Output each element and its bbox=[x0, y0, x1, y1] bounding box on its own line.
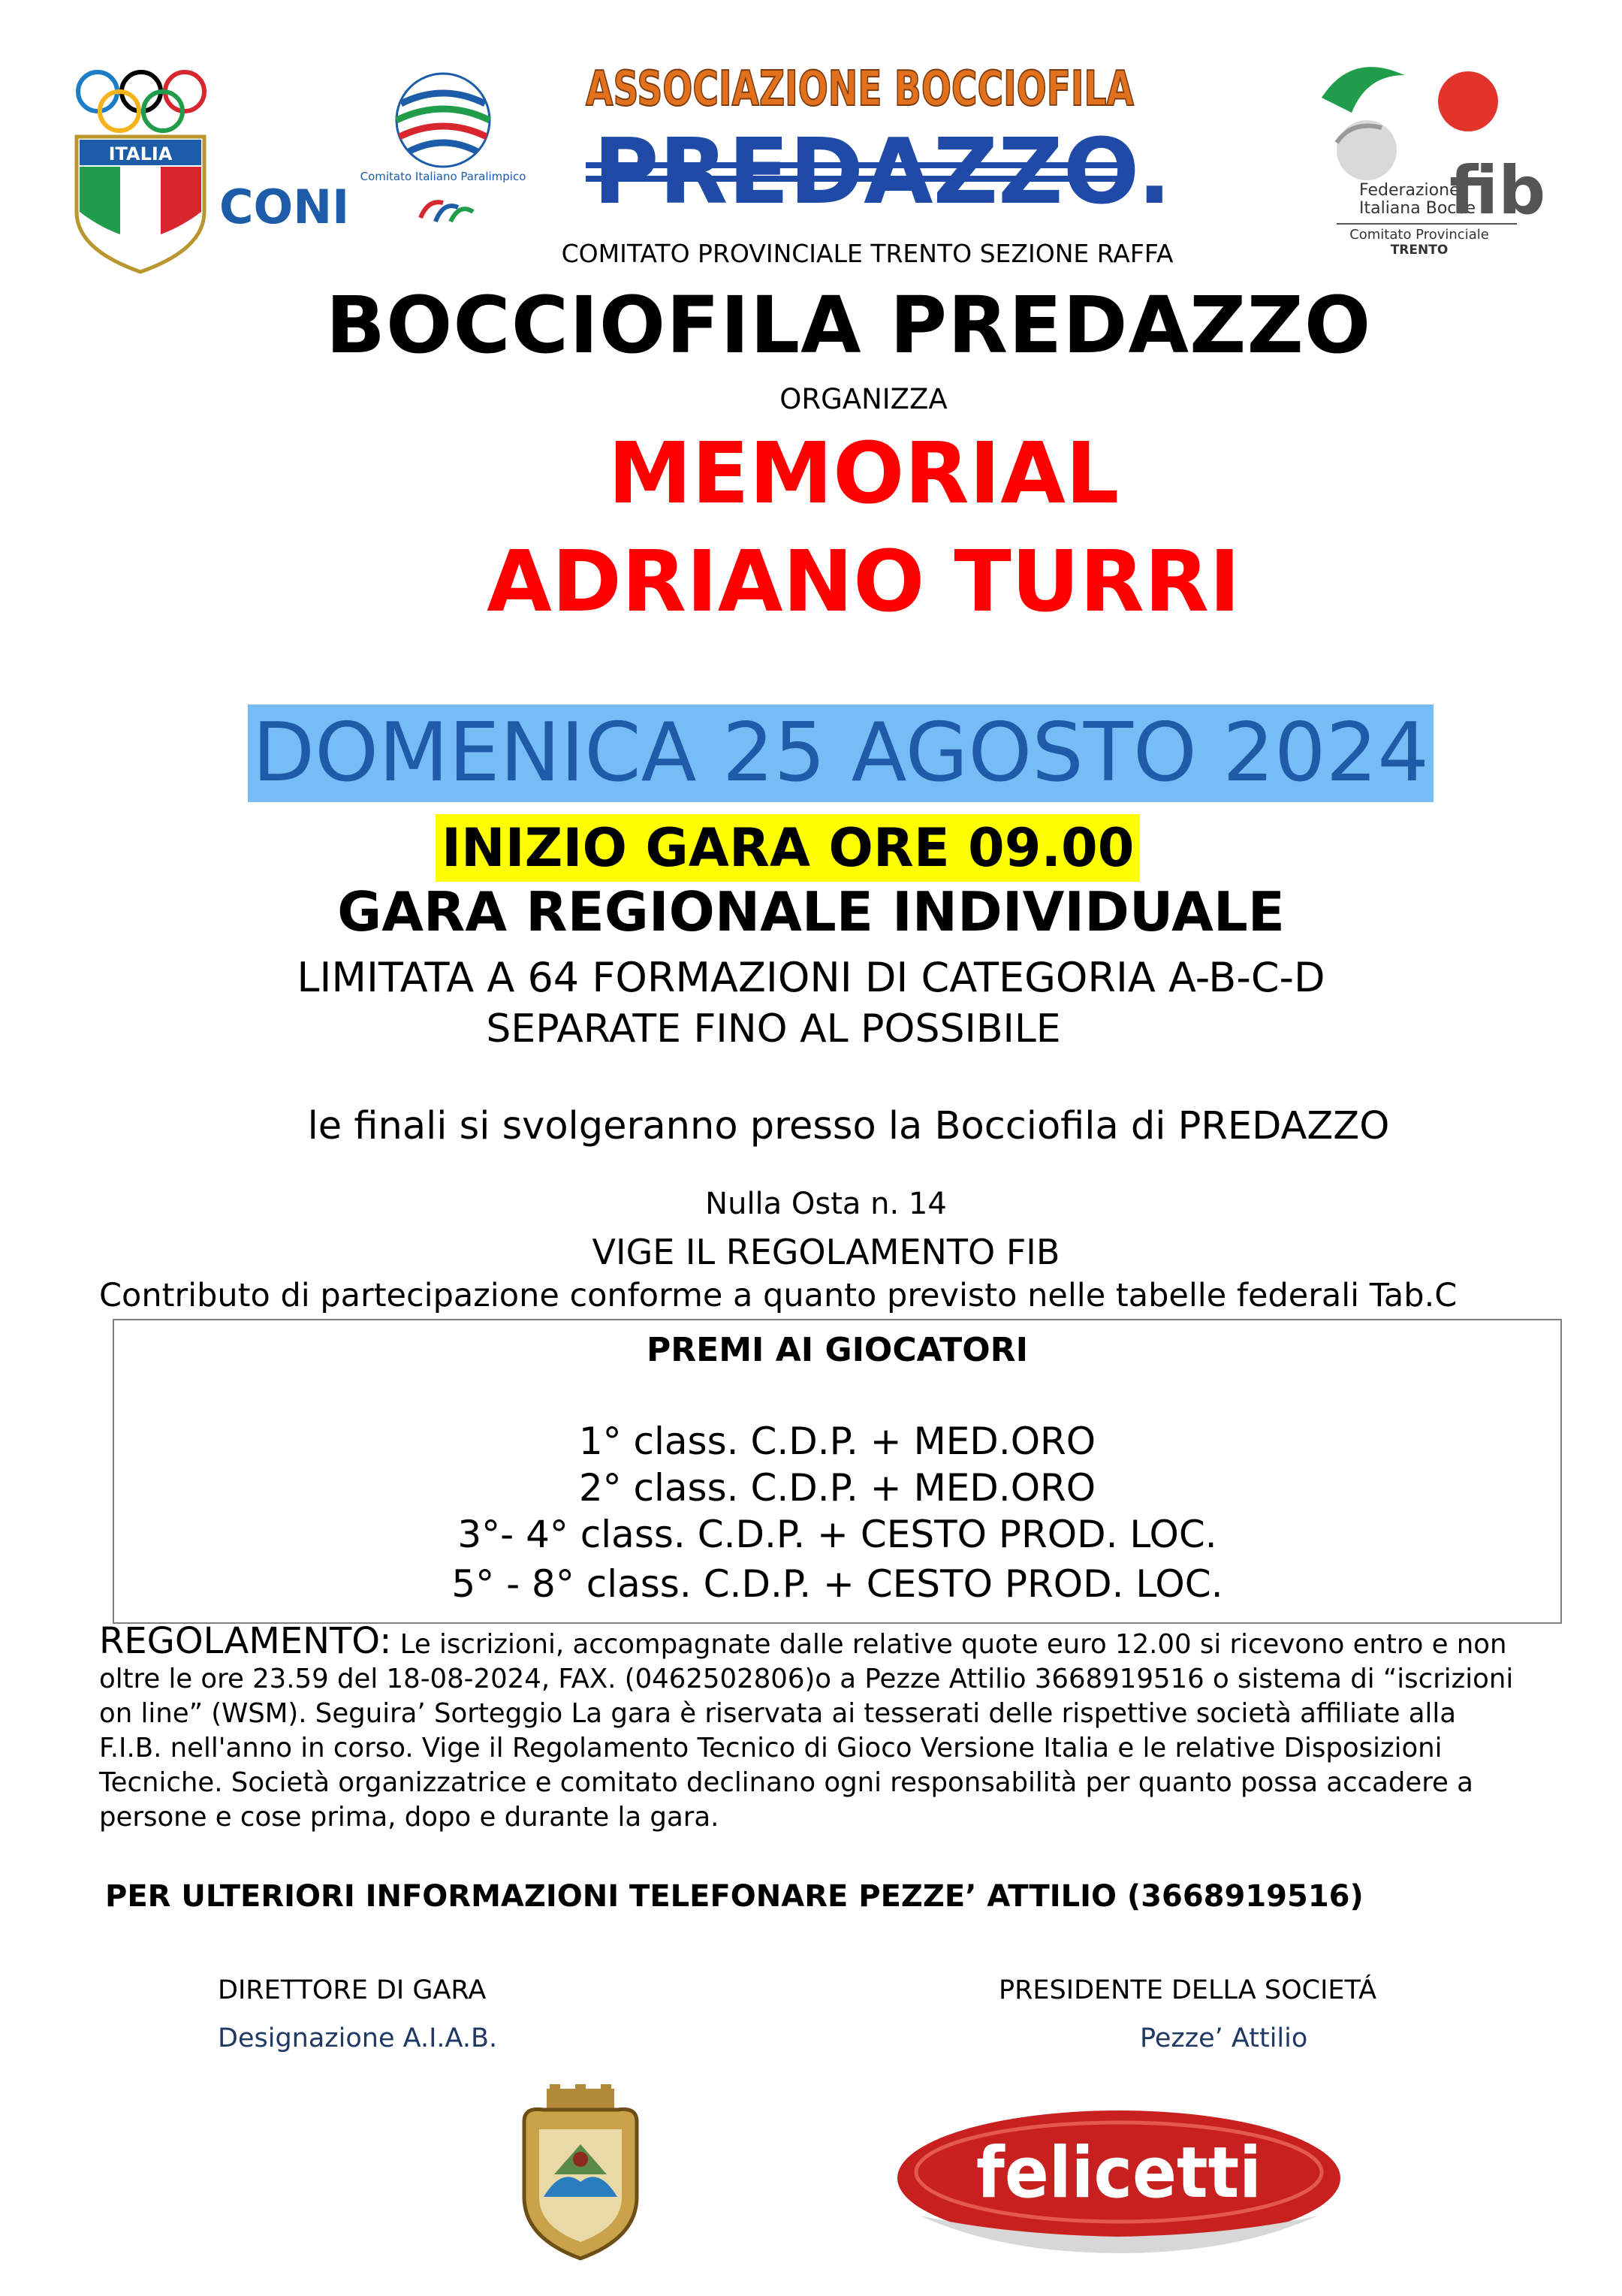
event-date: DOMENICA 25 AGOSTO 2024 bbox=[248, 704, 1434, 802]
association-logo bbox=[571, 45, 1186, 225]
prize-item: 1° class. C.D.P. + MED.ORO bbox=[578, 1420, 1096, 1463]
prize-item: 2° class. C.D.P. + MED.ORO bbox=[578, 1466, 1096, 1510]
svg-text:Comitato Italiano Paralimpico: Comitato Italiano Paralimpico bbox=[360, 170, 526, 183]
cip-sphere-icon bbox=[396, 74, 490, 167]
president-label: PRESIDENTE DELLA SOCIETÁ bbox=[999, 1975, 1377, 2005]
olympic-rings-icon bbox=[78, 72, 204, 131]
regulation-paragraph bbox=[99, 1620, 1526, 1835]
coni-logo bbox=[69, 62, 350, 272]
cip-logo bbox=[353, 68, 541, 240]
committee-line: COMITATO PROVINCIALE TRENTO SEZIONE RAFFA bbox=[561, 239, 1174, 268]
svg-text:Comitato Provinciale: Comitato Provinciale bbox=[1349, 227, 1489, 243]
event-date-container bbox=[248, 704, 1434, 802]
fib-rules-note: VIGE IL REGOLAMENTO FIB bbox=[592, 1232, 1060, 1272]
start-time-container bbox=[436, 814, 1140, 882]
finals-location: le finali si svolgeranno presso la Bocciofila di PREDAZZO bbox=[307, 1104, 1390, 1148]
prize-item: 5° - 8° class. C.D.P. + CESTO PROD. LOC. bbox=[451, 1562, 1223, 1606]
competition-type: GARA REGIONALE INDIVIDUALE bbox=[337, 880, 1285, 943]
agitos-icon bbox=[421, 202, 473, 222]
director-value: Designazione A.I.A.B. bbox=[218, 2023, 498, 2053]
club-title: BOCCIOFILA PREDAZZO bbox=[325, 279, 1372, 371]
svg-text:PREDAZZO.: PREDAZZO. bbox=[593, 120, 1171, 225]
svg-text:TRENTO: TRENTO bbox=[1390, 243, 1449, 258]
contact-info: PER ULTERIORI INFORMAZIONI TELEFONARE PEZZE’ ATTILIO (3668919516) bbox=[105, 1879, 1364, 1914]
start-time: INIZIO GARA ORE 09.00 bbox=[436, 814, 1140, 882]
contribution-note: Contributo di partecipazione conforme a quanto previsto nelle tabelle federali Tab.C bbox=[99, 1277, 1458, 1314]
svg-text:fib: fib bbox=[1449, 152, 1546, 229]
svg-text:ITALIA: ITALIA bbox=[108, 143, 173, 164]
president-value: Pezze’ Attilio bbox=[1140, 2023, 1308, 2053]
prize-item: 3°- 4° class. C.D.P. + CESTO PROD. LOC. bbox=[457, 1513, 1217, 1556]
municipal-crest-logo bbox=[502, 2084, 659, 2261]
memorial-title-line2: ADRIANO TURRI bbox=[487, 533, 1241, 631]
organizes-label: ORGANIZZA bbox=[779, 383, 948, 415]
fib-logo bbox=[1307, 45, 1546, 258]
svg-text:ASSOCIAZIONE BOCCIOFILA: ASSOCIAZIONE BOCCIOFILA bbox=[586, 62, 1135, 117]
limit-line-1: LIMITATA A 64 FORMAZIONI DI CATEGORIA A-B-C-D bbox=[297, 954, 1325, 1001]
felicetti-logo bbox=[890, 2103, 1348, 2261]
director-label: DIRETTORE DI GARA bbox=[218, 1975, 487, 2005]
svg-text:Italiana Bocce: Italiana Bocce bbox=[1359, 199, 1476, 218]
regulation-label: REGOLAMENTO: bbox=[99, 1620, 392, 1662]
svg-text:felicetti: felicetti bbox=[976, 2132, 1262, 2214]
svg-text:CONI: CONI bbox=[219, 180, 350, 234]
prizes-title: PREMI AI GIOCATORI bbox=[647, 1331, 1028, 1369]
crest-icon bbox=[524, 2084, 637, 2258]
limit-line-2: SEPARATE FINO AL POSSIBILE bbox=[486, 1006, 1061, 1051]
regulation-text: Le iscrizioni, accompagnate dalle relative quote euro 12.00 si ricevono entro e non oltre le ore 23.59 del 18-08-2024, FAX. (0462502806)o a Pezze Attilio 3668919516 o sistema di “iscrizioni on line” (WSM). Seguira’ Sorteggio La gara è riservata ai tesserati delle rispettive società affiliate alla F.I.B. nell'anno in corso. Vige il Regolamento Tecnico di Gioco Versione Italia e le relative Disposizioni Tecniche. Società organizzatrice e comitato declinano ogni responsabilità per quanto possa accadere a persone e cose prima, dopo e durante la gara. bbox=[99, 1629, 1514, 1833]
nulla-osta: Nulla Osta n. 14 bbox=[705, 1187, 947, 1221]
svg-text:Federazione: Federazione bbox=[1359, 181, 1460, 200]
memorial-title-line1: MEMORIAL bbox=[607, 425, 1120, 523]
